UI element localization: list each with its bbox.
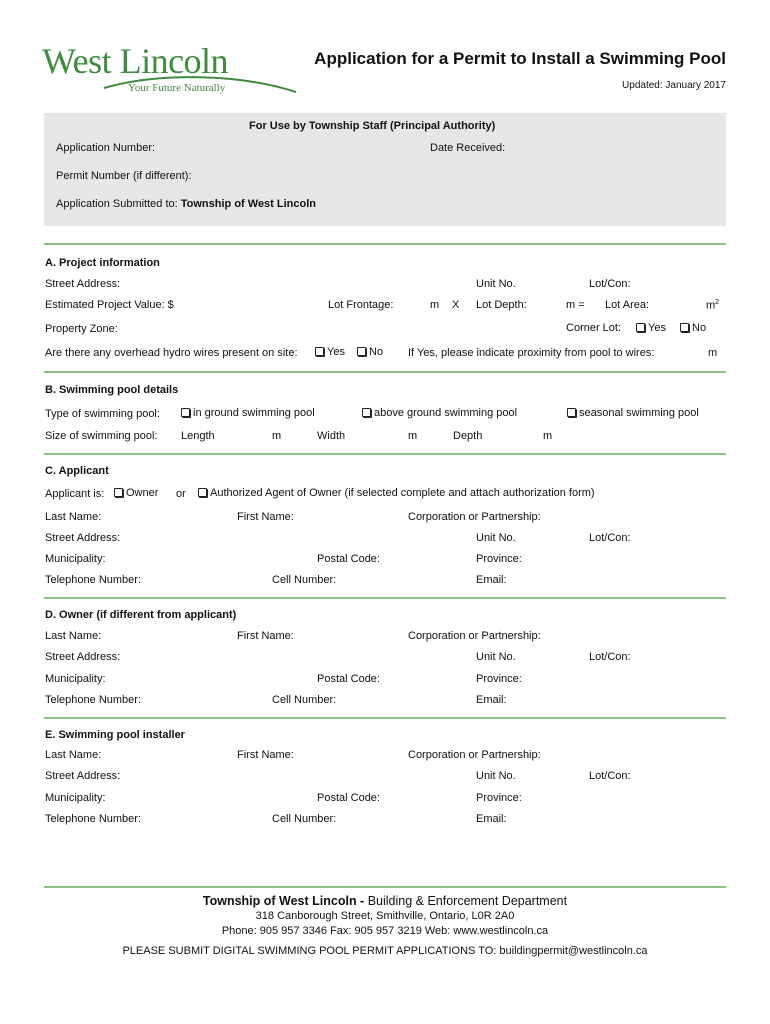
lot-con-label: Lot/Con: — [589, 651, 631, 663]
pool-type-label: Type of swimming pool: — [45, 408, 160, 420]
section-a-heading: A. Project information — [45, 257, 160, 269]
checkbox-icon[interactable] — [636, 323, 645, 332]
logo-text: West Lincoln — [42, 41, 229, 81]
seasonal-option[interactable]: seasonal swimming pool — [567, 407, 699, 419]
first-name-label: First Name: — [237, 630, 294, 642]
province-label: Province: — [476, 673, 522, 685]
staff-heading: For Use by Township Staff (Principal Authority) — [249, 120, 496, 132]
last-name-label: Last Name: — [45, 511, 102, 523]
proximity-label: If Yes, please indicate proximity from pool to wires: — [408, 347, 655, 359]
submitted-to-label: Application Submitted to: Township of West Lincoln — [56, 198, 316, 210]
unit-m: m — [430, 299, 440, 311]
email-label: Email: — [476, 813, 507, 825]
municipality-label: Municipality: — [45, 792, 106, 804]
unit-m-squared: $m^2$ — [706, 299, 720, 312]
property-zone-label: Property Zone: — [45, 323, 118, 335]
or-text: or — [176, 488, 186, 500]
above-ground-option[interactable]: above ground swimming pool — [362, 407, 517, 419]
applicant-agent-option[interactable]: Authorized Agent of Owner (if selected complete and attach authorization form) — [198, 487, 595, 499]
telephone-label: Telephone Number: — [45, 574, 142, 586]
unit-m: m — [408, 430, 418, 442]
checkbox-icon[interactable] — [114, 488, 123, 497]
lot-con-label: Lot/Con: — [589, 532, 631, 544]
section-e-heading: E. Swimming pool installer — [45, 729, 185, 741]
telephone-label: Telephone Number: — [45, 694, 142, 706]
divider — [44, 453, 726, 455]
section-c-heading: C. Applicant — [45, 465, 109, 477]
corporation-label: Corporation or Partnership: — [408, 630, 541, 642]
in-ground-option[interactable]: in ground swimming pool — [181, 407, 315, 419]
street-address-label: Street Address: — [45, 532, 121, 544]
project-value-label: Estimated Project Value: $ — [45, 299, 174, 311]
footer-submit-note: PLEASE SUBMIT DIGITAL SWIMMING POOL PERMIT APPLICATIONS TO: buildingpermit@westlincoln.ca — [122, 945, 648, 957]
province-label: Province: — [476, 792, 522, 804]
section-b-heading: B. Swimming pool details — [45, 384, 179, 396]
checkbox-icon[interactable] — [567, 408, 576, 417]
last-name-label: Last Name: — [45, 630, 102, 642]
municipality-label: Municipality: — [45, 553, 106, 565]
corner-lot-label: Corner Lot: — [566, 322, 622, 334]
page-title: Application for a Permit to Install a Swimming Pool — [314, 49, 726, 68]
postal-code-label: Postal Code: — [317, 673, 380, 685]
corner-lot-no[interactable]: No — [680, 322, 706, 334]
lot-depth-label: Lot Depth: — [476, 299, 527, 311]
first-name-label: First Name: — [237, 511, 294, 523]
postal-code-label: Postal Code: — [317, 792, 380, 804]
checkbox-icon[interactable] — [315, 347, 324, 356]
checkbox-icon[interactable] — [198, 488, 207, 497]
email-label: Email: — [476, 694, 507, 706]
application-number-label: Application Number: — [56, 142, 156, 154]
province-label: Province: — [476, 553, 522, 565]
submitted-to-value: Township of West Lincoln — [180, 198, 316, 210]
lot-con-label: Lot/Con: — [589, 770, 631, 782]
footer-organization: Township of West Lincoln - Building & Enforcement Department — [202, 894, 568, 908]
corporation-label: Corporation or Partnership: — [408, 511, 541, 523]
unit-m: m — [543, 430, 553, 442]
postal-code-label: Postal Code: — [317, 553, 380, 565]
hydro-yes[interactable]: Yes — [315, 346, 345, 358]
times-sign: X — [452, 299, 460, 311]
checkbox-icon[interactable] — [181, 408, 190, 417]
divider — [44, 886, 726, 888]
checkbox-icon[interactable] — [362, 408, 371, 417]
permit-number-label: Permit Number (if different): — [56, 170, 192, 182]
divider — [44, 717, 726, 719]
cell-label: Cell Number: — [272, 574, 337, 586]
length-label: Length — [181, 430, 215, 442]
cell-label: Cell Number: — [272, 694, 337, 706]
corner-lot-yes[interactable]: Yes — [636, 322, 666, 334]
section-d-heading: D. Owner (if different from applicant) — [45, 609, 237, 621]
applicant-is-label: Applicant is: — [45, 488, 105, 500]
depth-label: Depth — [453, 430, 483, 442]
date-received-label: Date Received: — [430, 142, 506, 154]
unit-no-label: Unit No. — [476, 532, 516, 544]
logo-tagline: Your Future Naturally — [128, 82, 226, 94]
updated-date: Updated: January 2017 — [622, 80, 726, 91]
hydro-no[interactable]: No — [357, 346, 383, 358]
street-address-label: Street Address: — [45, 770, 121, 782]
footer-contact: Phone: 905 957 3346 Fax: 905 957 3219 Web: www.westlincoln.ca — [221, 925, 549, 937]
lot-frontage-label: Lot Frontage: — [328, 299, 394, 311]
applicant-owner-option[interactable]: Owner — [114, 487, 158, 499]
corporation-label: Corporation or Partnership: — [408, 749, 541, 761]
lot-con-label: Lot/Con: — [589, 278, 631, 290]
unit-no-label: Unit No. — [476, 651, 516, 663]
municipality-label: Municipality: — [45, 673, 106, 685]
divider — [44, 371, 726, 373]
unit-no-label: Unit No. — [476, 770, 516, 782]
footer-address: 318 Canborough Street, Smithville, Ontario, L0R 2A0 — [255, 910, 515, 922]
lot-area-label: Lot Area: — [605, 299, 650, 311]
unit-m: m — [272, 430, 282, 442]
unit-no-label: Unit No. — [476, 278, 516, 290]
last-name-label: Last Name: — [45, 749, 102, 761]
checkbox-icon[interactable] — [680, 323, 689, 332]
hydro-question: Are there any overhead hydro wires present on site: — [45, 347, 298, 359]
street-address-label: Street Address: — [45, 651, 121, 663]
unit-m-equals: m = — [566, 299, 585, 311]
width-label: Width — [317, 430, 346, 442]
checkbox-icon[interactable] — [357, 347, 366, 356]
pool-size-label: Size of swimming pool: — [45, 430, 158, 442]
telephone-label: Telephone Number: — [45, 813, 142, 825]
cell-label: Cell Number: — [272, 813, 337, 825]
first-name-label: First Name: — [237, 749, 294, 761]
email-label: Email: — [476, 574, 507, 586]
unit-m: m — [708, 347, 718, 359]
street-address-label: Street Address: — [45, 278, 121, 290]
divider — [44, 243, 726, 245]
divider — [44, 597, 726, 599]
